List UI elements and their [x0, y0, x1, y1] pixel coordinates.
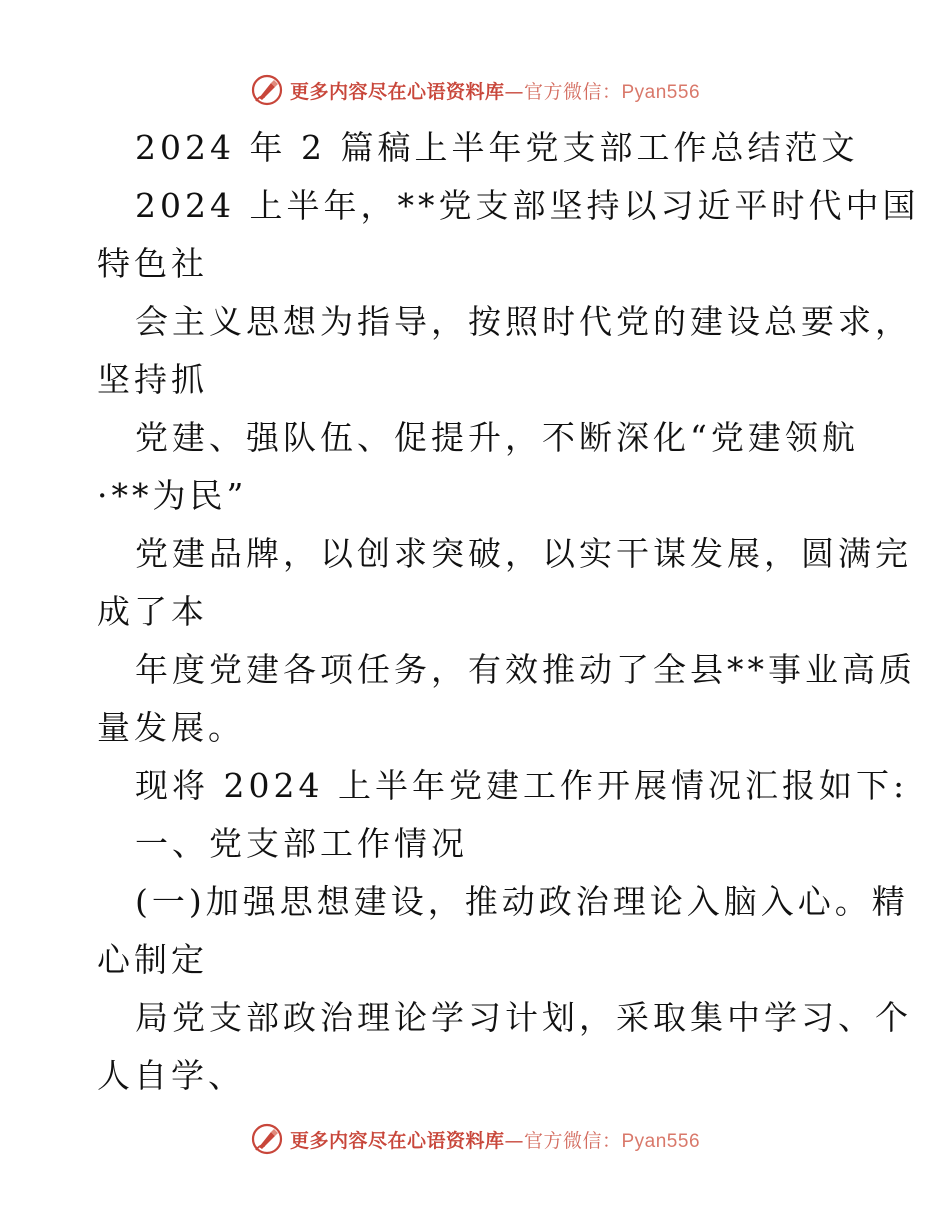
header-banner	[0, 70, 950, 110]
paragraph-line: 量发展。	[97, 708, 245, 747]
header-separator: —	[504, 80, 524, 103]
footer-banner-text	[290, 1126, 700, 1153]
header-banner-text	[290, 77, 700, 104]
paragraph-line: 党建品牌，以创求突破，以实干谋发展，圆满完	[135, 534, 912, 573]
paragraph-line: 成了本	[97, 592, 208, 631]
paragraph-line: 2024 上半年，**党支部坚持以习近平时代中国	[135, 186, 920, 225]
footer-wechat-label: 官方微信：	[523, 1129, 622, 1152]
paragraph-line: 现将 2024 上半年党建工作开展情况汇报如下:	[135, 766, 909, 805]
paragraph-line: 党建、强队伍、促提升，不断深化“党建领航	[135, 418, 859, 457]
pen-nib-logo-icon	[250, 1122, 284, 1156]
footer-wechat-id: Pyan556	[621, 1130, 701, 1152]
footer-banner	[0, 1119, 950, 1159]
paragraph-line: 心制定	[97, 940, 208, 979]
paragraph-line: 局党支部政治理论学习计划，采取集中学习、个	[135, 998, 912, 1037]
paragraph-line: 坚持抓	[97, 360, 208, 399]
footer-brand: 更多内容尽在心语资料库	[289, 1129, 505, 1152]
pen-nib-logo-icon	[250, 73, 284, 107]
header-brand: 更多内容尽在心语资料库	[289, 80, 505, 103]
paragraph-line: 特色社	[97, 244, 208, 283]
subsection-heading: (一)加强思想建设，推动政治理论入脑入心。精	[135, 882, 909, 921]
document-title: 2024 年 2 篇稿上半年党支部工作总结范文	[135, 128, 859, 167]
paragraph-line: 年度党建各项任务，有效推动了全县**事业高质	[135, 650, 916, 689]
section-heading: 一、党支部工作情况	[135, 824, 468, 863]
paragraph-line: 人自学、	[97, 1056, 245, 1095]
paragraph-line: ·**为民”	[97, 476, 248, 515]
paragraph-line: 会主义思想为指导，按照时代党的建设总要求，	[135, 302, 912, 341]
footer-separator: —	[504, 1129, 524, 1152]
header-wechat-id: Pyan556	[621, 81, 701, 103]
header-wechat-label: 官方微信：	[523, 80, 622, 103]
